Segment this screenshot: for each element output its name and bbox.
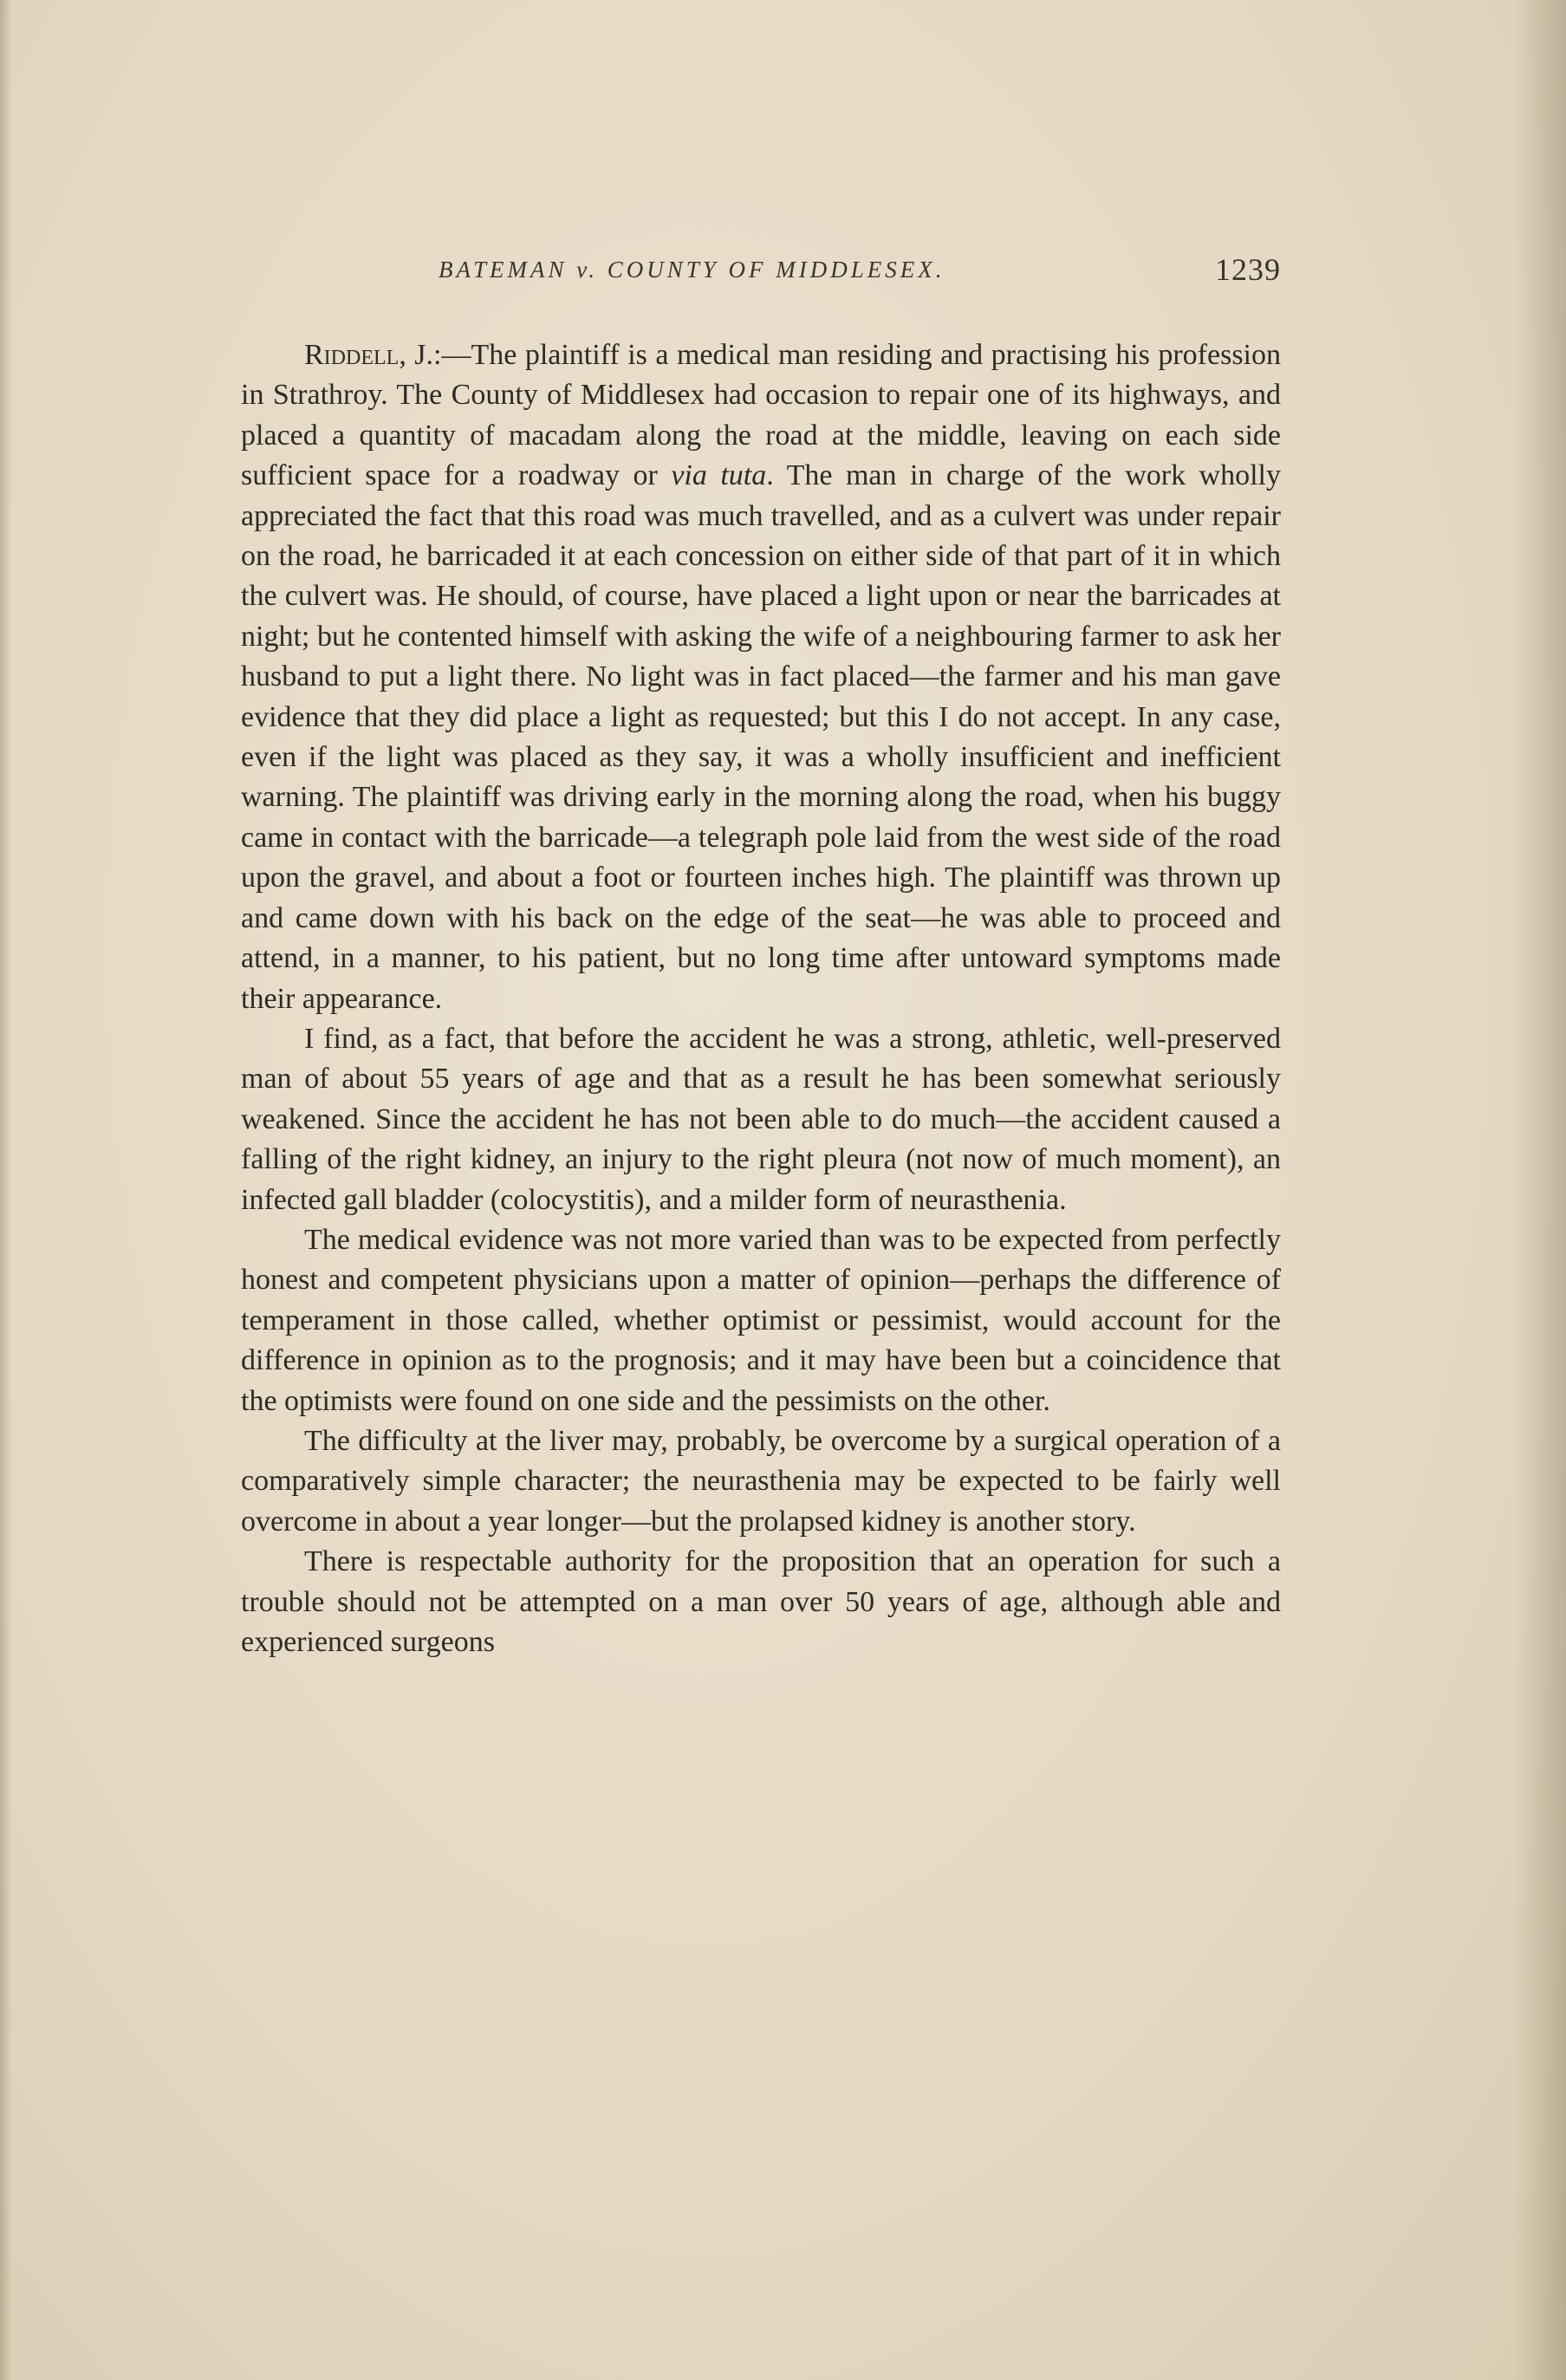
paragraph-5: There is respectable authority for the proposition that an operation for such a trouble should not be attempted on a man over 50 years of age, although able and experienced surgeons bbox=[241, 1545, 1281, 1658]
page-header bbox=[241, 252, 1281, 300]
page-number: 1239 bbox=[1215, 252, 1281, 287]
page-left-edge bbox=[0, 0, 12, 2380]
latin-phrase: via tuta bbox=[671, 459, 767, 492]
running-head: BATEMAN v. COUNTY OF MIDDLESEX. bbox=[439, 257, 945, 283]
judge-name: Riddell, J. bbox=[304, 339, 434, 371]
paragraph-1 bbox=[241, 335, 1281, 1019]
page-right-edge bbox=[1514, 0, 1566, 2380]
paragraph-1-text-b: . The man in charge of the work wholly appreciated the fact that this road was much travelled, and as a culvert was under repair on the road, he barricaded it at each concession on either side of that part of it in which the culvert was. He should, of course, have placed a light upon or near the barricades at night; but he contented himself with asking the wife of a neighbouring farmer to ask her husband to put a light there. No light was in fact placed—the farmer and his man gave evidence that they did place a light as requested; but this I do not accept. In any case, even if the light was placed as they say, it was a wholly insufficient and inefficient warning. The plaintiff was driving early in the morning along the road, when his buggy came in contact with the barricade—a telegraph pole laid from the west side of the road upon the gravel, and about a foot or fourteen inches high. The plaintiff was thrown up and came down with his back on the edge of the seat—he was able to proceed and attend, in a manner, to his patient, but no long time after untoward symptoms made their appearance. bbox=[241, 459, 1281, 1015]
paragraph-4: The difficulty at the liver may, probably, be overcome by a surgical operation of a comparatively simple character; the neurasthenia may be expected to be fairly well overcome in about a year longer—but the prolapsed kidney is another story. bbox=[241, 1424, 1281, 1538]
paragraph-1-text-a: :—The plaintiff is a medical man residing and practising his profession in Strathroy. The County of Middlesex had occasion to repair one of its highways, and placed a quantity of macadam along the road at the middle, leaving on each side sufficient space for a roadway or bbox=[241, 339, 1281, 492]
paragraph-2: I find, as a fact, that before the accident he was a strong, athletic, well-preserved man of about 55 years of age and that as a result he has been somewhat seriously weakened. Since the accident he has not been able to do much—the accident caused a falling of the right kidney, an injury to the right pleura (not now of much moment), an infected gall bladder (colocystitis), and a milder form of neurasthenia. bbox=[241, 1022, 1281, 1216]
body-text bbox=[241, 335, 1281, 1662]
paragraph-3: The medical evidence was not more varied than was to be expected from perfectly honest and competent physicians upon a matter of opinion—perhaps the difference of temperament in those called, whether optimist or pessimist, would account for the difference in opinion as to the prognosis; and it may have been but a coincidence that the optimists were found on one side and the pessimists on the other. bbox=[241, 1223, 1281, 1417]
